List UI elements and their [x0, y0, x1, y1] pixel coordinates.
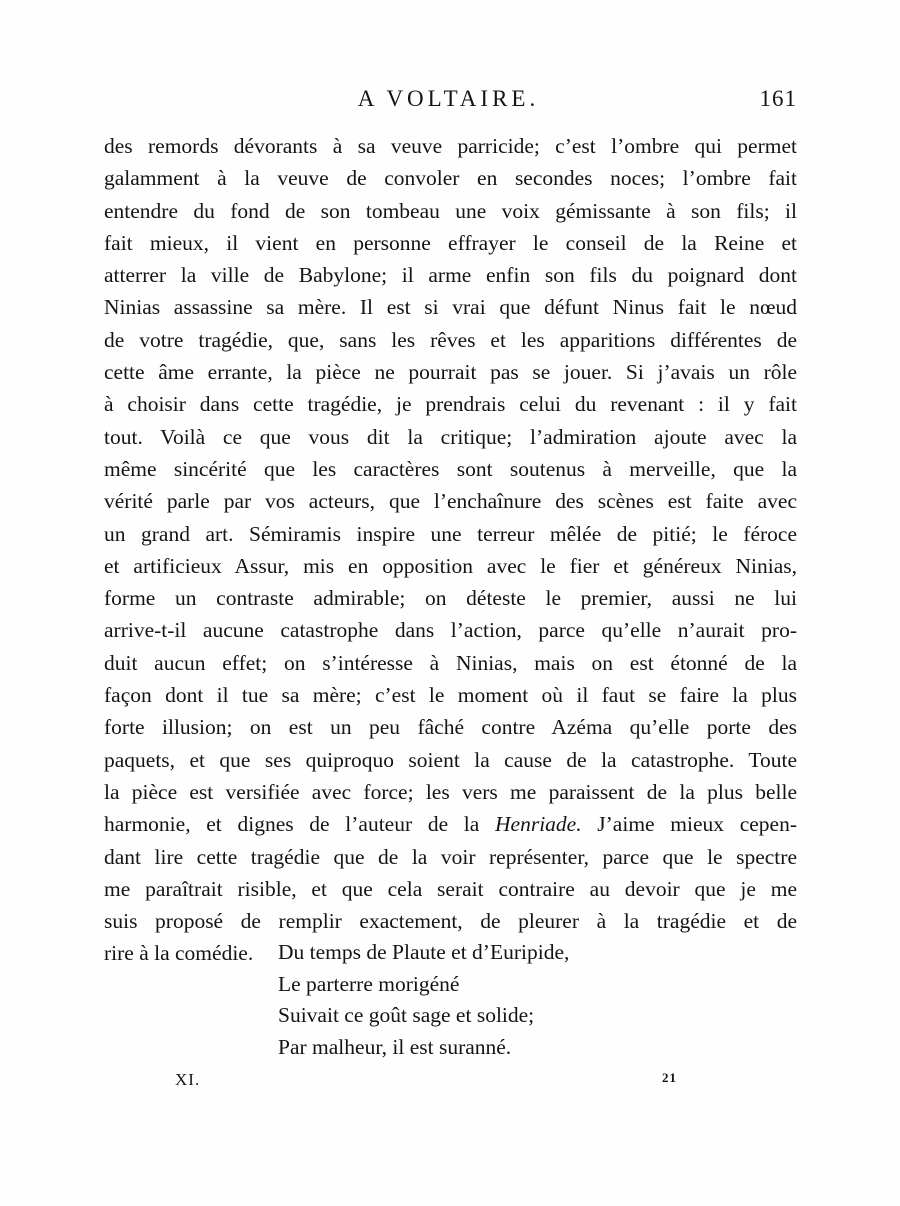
text-line: forte illusion; on est un peu fâché contre Azéma qu’elle porte des — [104, 715, 797, 740]
text-line: des remords dévorants à sa veuve parricide; c’est l’ombre qui permet — [104, 134, 797, 158]
text-line: fait mieux, il vient en personne effrayer le conseil de la Reine et — [104, 230, 797, 255]
page-number: 161 — [759, 86, 797, 111]
text-line: paquets, et que ses quiproquo soient la cause de la catastrophe. Toute — [104, 747, 797, 772]
verse-line: Par malheur, il est suranné. — [278, 1034, 512, 1059]
text-line: forme un contraste admirable; on déteste le premier, aussi ne lui — [104, 586, 797, 611]
verse-quotation — [278, 937, 678, 1063]
volume-number: XI. — [175, 1070, 201, 1089]
text-line: cette âme errante, la pièce ne pourrait pas se jouer. Si j’avais un rôle — [104, 360, 797, 385]
body-paragraph — [104, 130, 797, 970]
text-line-with-title — [104, 808, 797, 840]
page-footer — [175, 1070, 695, 1096]
text-line: un grand art. Sémiramis inspire une terreur mêlée de pitié; le féroce — [104, 521, 797, 546]
text-line: atterrer la ville de Babylone; il arme enfin son fils du poignard dont — [104, 263, 797, 288]
text-line: à choisir dans cette tragédie, je prendrais celui du revenant : il y fait — [104, 392, 797, 417]
work-title-henriade: Henriade. — [495, 812, 582, 837]
text-line: me paraîtrait risible, et que cela serait contraire au devoir que je me — [104, 876, 797, 901]
text-line: Ninias assassine sa mère. Il est si vrai que défunt Ninus fait le nœud — [104, 295, 797, 320]
signature-mark: 21 — [662, 1070, 677, 1085]
text-line: suis proposé de remplir exactement, de pleurer à la tragédie et de — [104, 909, 797, 934]
text-line: arrive-t-il aucune catastrophe dans l’action, parce qu’elle n’aurait pro- — [104, 618, 797, 643]
text-line: de votre tragédie, que, sans les rêves et les apparitions différentes de — [104, 327, 797, 352]
text-line: même sincérité que les caractères sont soutenus à merveille, que la — [104, 456, 797, 481]
text-line: tout. Voilà ce que vous dit la critique; l’admiration ajoute avec la — [104, 424, 797, 449]
text-line: rire à la comédie. — [104, 941, 254, 966]
running-title: A VOLTAIRE. — [357, 86, 540, 111]
text-line: et artificieux Assur, mis en opposition avec le fier et généreux Ninias, — [104, 553, 797, 578]
text-line: vérité parle par vos acteurs, que l’enchaînure des scènes est faite avec — [104, 489, 797, 514]
text-line: galamment à la veuve de convoler en secondes noces; l’ombre fait — [104, 166, 797, 191]
verse-line: Le parterre morigéné — [278, 971, 460, 996]
verse-line: Suivait ce goût sage et solide; — [278, 1003, 535, 1027]
text-line: façon dont il tue sa mère; c’est le moment où il faut se faire la plus — [104, 683, 797, 708]
text-line: dant lire cette tragédie que de la voir représenter, parce que le spectre — [104, 844, 797, 869]
text-line: la pièce est versifiée avec force; les vers me paraissent de la plus belle — [104, 779, 797, 804]
verse-line: Du temps de Plaute et d’Euripide, — [278, 940, 570, 964]
line-segment: J’aime mieux cepen- — [581, 812, 797, 837]
line-segment: harmonie, et dignes de l’auteur de la — [104, 812, 496, 837]
running-head — [100, 86, 797, 120]
text-line: entendre du fond de son tombeau une voix gémissante à son fils; il — [104, 198, 797, 223]
text-line: duit aucun effet; on s’intéresse à Ninias, mais on est étonné de la — [104, 650, 797, 675]
